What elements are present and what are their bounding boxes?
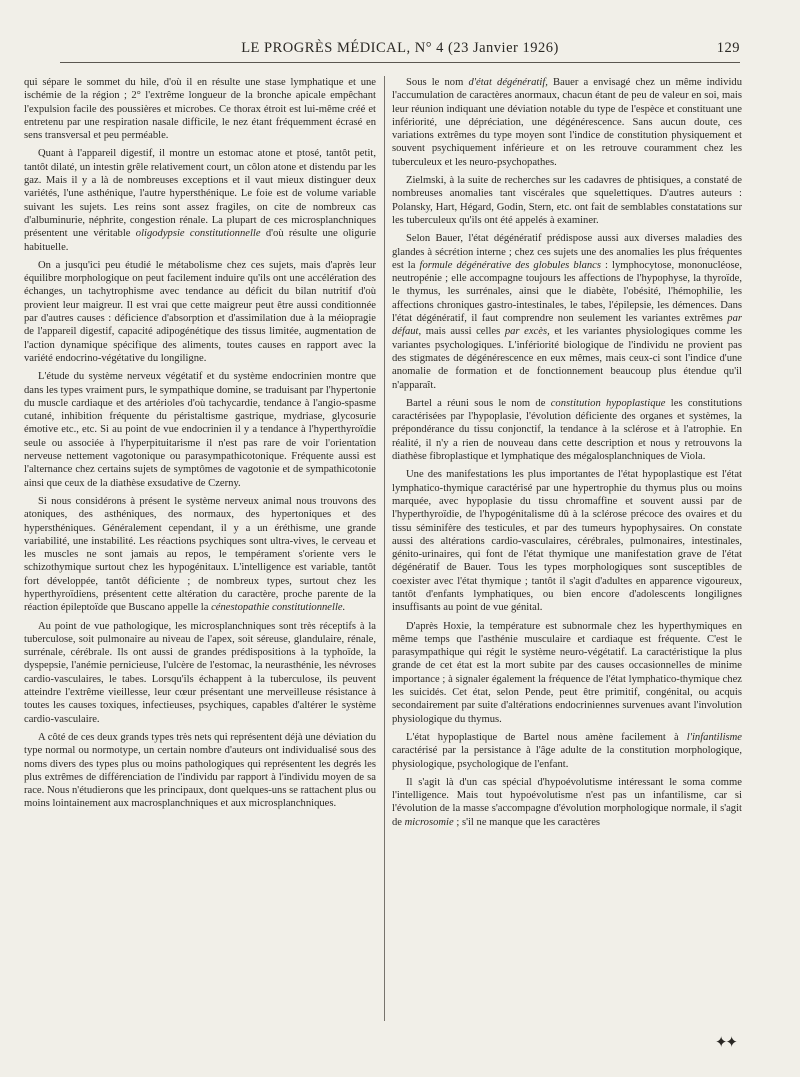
paragraph: On a jusqu'ici peu étudié le métabolisme chez ces sujets, mais d'après leur équilibre morphologique on peut facilement induire qu'ils ont une accélération des échanges, un tachytrophisme avec tendance au déficit du bilan nutritif d'où provient leur maigreur. Il est vrai que cette maigreur peut être aussi conditionnée par d'autres causes : déficience d'absorption et d'assimilation due à la méiopragie de l'appareil digestif, capacité adipogénétique des tissus limitée, augmentation de l'action dynamique spécifique des aliments, toutes causes en rapport avec la variété endocrino-végétative du longiligne. <box>24 259 376 364</box>
italic-term: oligodypsie constitutionnelle <box>135 228 261 240</box>
italic-term: microsomie <box>404 816 454 828</box>
italic-term: formule dégénérative des globules blancs <box>419 259 601 271</box>
right-column <box>392 76 742 1051</box>
continuation-mark: ✦✦ <box>714 1035 736 1051</box>
paragraph: Il s'agit là d'un cas spécial d'hypoévolutisme intéressant le soma comme l'intelligence. Mais tout hypoévolutisme n'est pas un infantilisme, car si l'évolution de la masse s'accompagne d'évolution morphologique normale, il s'agit de microsomie ; s'il ne manque que les caractères <box>392 776 742 828</box>
left-column <box>24 76 376 1051</box>
paragraph: Selon Bauer, l'état dégénératif prédispose aussi aux diverses maladies des glandes à sécrétion interne ; chez ces sujets une des anomalies les plus fréquentes est la formule dégénérative des globules blancs : lymphocytose, mononucléose, neutropénie ; elle accompagne toujours les affections de l'hypophyse, la thyroïde, le thymus, les surrénales, ainsi que le diabète, l'obésité, l'hémophilie, les affections chroniques gastro-intestinales, le tabes, l'épilepsie, les démences. Dans l'état dégénératif, il faut comprendre non seulement les variantes extrêmes par défaut, mais aussi celles par excès, et les variantes physiologiques comme les variantes psychologiques. L'infériorité biologique de l'individu ne provient pas des stigmates de dégénérescence en eux mêmes, mais ceux-ci sont l'indice d'une anomalie de formation et de fonctionnement beaucoup plus étendue qu'il n'apparaît. <box>392 233 742 391</box>
paragraph: L'état hypoplastique de Bartel nous amène facilement à l'infantilisme caractérisé par la persistance à l'âge adulte de la constitution morphologique, physiologique, psychologique de l'enfant. <box>392 731 742 770</box>
paragraph: A côté de ces deux grands types très nets qui représentent déjà une déviation du type normal ou normotype, un certain nombre d'auteurs ont individualisé sous des noms divers des types plus ou moins pathologiques qui représentent les degrés les plus extrêmes de différenciation de l'individu par rapport à l'individu moyen de sa race. Nous n'étudierons que les principaux, dont quelques-uns se rattachent plus ou moins lointainement aux macrosplanchniques et aux microsplanchniques. <box>24 731 376 810</box>
header-rule <box>60 62 740 63</box>
italic-term: par excès, <box>504 326 550 338</box>
italic-term: cénestopathie constitutionnelle. <box>211 602 346 614</box>
paragraph: D'après Hoxie, la température est subnormale chez les hyperthymiques en même temps que l'asthénie musculaire et cardiaque est fréquente. C'est le parasympathique qui régit le système neuro-végétatif. La caractéristique la plus grande de cet état est la mort subite par des causes occasionnelles de minime importance ; à signaler également la fréquence de l'état lymphatico-thymique chez les suicidés. Cet état, selon Pende, peut être primitif, congénital, ou acquis secondairement par suite d'altérations endocriniennes survenues avant l'involution physiologique du thymus. <box>392 620 742 725</box>
italic-term: constitution hypoplastique <box>550 397 666 409</box>
paragraph: Quant à l'appareil digestif, il montre un estomac atone et ptosé, tantôt petit, tantôt dilaté, un intestin grêle relativement court, un côlon atone et distendu par les gaz. Mais il y a là de nombreuses exceptions et il vaut mieux distinguer deux variétés, l'une asthénique, l'autre hypersthénique. Le foie est de volume variable suivant les sujets. Les reins sont assez fragiles, on cite de nombreux cas d'albuminurie, néphrite, congestion rénale. La plupart de ces microsplanchniques présentent une véritable oligodypsie constitutionnelle d'où résulte une oligurie habituelle. <box>24 148 376 253</box>
paragraph: Au point de vue pathologique, les microsplanchniques sont très réceptifs à la tuberculose, soit pulmonaire au niveau de l'apex, soit séreuse, glandulaire, rénale, surrénale, cérébrale. Ils ont aussi de grandes prédispositions à la typhoïde, la dyspepsie, l'anémie pernicieuse, l'ulcère de l'estomac, la neurasthénie, les névroses cardio-vasculaires, le tabes. Lorsqu'ils échappent à la tuberculose, ils peuvent atteindre l'extrême vieillesse, leur cœur présentant une merveilleuse résistance à toutes les causes toxiques, infectieuses, psychiques, capables d'altérer le système cardio-vasculaire. <box>24 620 376 725</box>
journal-title: LE PROGRÈS MÉDICAL, N° 4 (23 Janvier 1926) <box>241 40 559 56</box>
running-header <box>60 40 740 57</box>
column-divider <box>384 76 385 1021</box>
paragraph: Une des manifestations les plus importantes de l'état hypoplastique est l'état lymphatico-thymique caractérisé par une hypertrophie du thymus plus ou moins marquée, avec hypoplasie du tissu chromaffine et souvent aussi par de l'hyperthyroïdie, de l'hypogénitalisme dû à la sclérose précoce des ovaires et du tissu séminifère des testicules, et par des tumeurs hypophysaires. On constate aussi des altérations cardio-vasculaires, cérébrales, pulmonaires, intestinales, génito-urinaires, qui font de l'état thymique une manifestation grave de l'état dégénératif de Bauer. Tous les types morphologiques sont susceptibles de coexister avec l'état thymique ; tantôt il s'agit d'adultes en apparence vigoureux, tantôt d'enfants lymphatiques, ou bien encore d'adolescents longilignes insuffisants au point de vue génital. <box>392 469 742 614</box>
italic-term: l'infantilisme <box>686 731 742 743</box>
paragraph: Si nous considérons à présent le système nerveux animal nous trouvons des atoniques, des asthéniques, des normaux, des hypertoniques et des hypersthéniques. Généralement cependant, il y a un éréthisme, une grande variabilité, une instabilité. Les réactions psychiques sont ultra-vives, le cerveau et les muscles ne sont jamais au repos, le tempérament s'oriente vers le schizothymique surtout chez les hypogénitaux. L'intelligence est variable, tantôt fort développée, tantôt déficiente ; de nombreux types, surtout chez les hyperthyroïdiens, présentent cette altération du caractère, proche parente de la réaction épileptoïde que Buscano appelle la cénestopathie constitutionnelle. <box>24 495 376 614</box>
paragraph: Sous le nom d'état dégénératif, Bauer a envisagé chez un même individu l'accumulation de caractères anormaux, chacun étant de peu de valeur en soi, mais leur réunion indiquant une déviation notable du type de l'espèce et constituant une infériorité, une dépréciation, une dégénérescence. Sans aucun doute, ces variations extrêmes du type moyen sont l'indice de constitution physiquement et souvent psychiquement inférieure et on les retrouve couramment chez les tuberculeux et les neuro-psychopathes. <box>392 77 742 168</box>
italic-term: par défaut, <box>392 313 742 338</box>
italic-term: d'état dégénératif, <box>468 77 548 88</box>
paragraph: L'étude du système nerveux végétatif et du système endocrinien montre que dans les types vraiment purs, le sympathique domine, se traduisant par l'hypertonie du muscle cardiaque et des artérioles d'où tachycardie, tendance à l'angio-spasme cutané, inhibition fréquente du péristaltisme gastrique, mydriase, glycosurie émotive etc., etc. Si au point de vue endocrinien il y a tendance à l'hyperthyroïdie seule ou associée à l'hyperpituitarisme il n'est pas rare de voir l'orientation nerveuse nettement vagotonique ou parasympathicotonique. Fréquente aussi est l'alternance chez certains sujets de symptômes de vagotonie et de sympathicotonie ainsi que ceux de la diathèse exsudative de Czerny. <box>24 371 376 489</box>
paragraph: Zielmski, à la suite de recherches sur les cadavres de phtisiques, a constaté de nombreuses anomalies tant viscérales que squelettiques. D'autres auteurs : Polansky, Hart, Hégard, Godin, Stern, etc. ont fait de semblables constatations sur les tuberculeux qu'ils ont été appelés à examiner. <box>392 175 742 226</box>
paragraph: qui sépare le sommet du hile, d'où il en résulte une stase lymphatique et une ischémie de la région ; 2° l'extrême longueur de la bronche apicale empêchant l'expulsion facile des poussières et microbes. Ce thorax étroit est lui-même créé et entretenu par une respiration nasale difficile, le nez étant fréquemment écrasé en sens transversal et peu perméable. <box>24 77 376 142</box>
paragraph: Bartel a réuni sous le nom de constitution hypoplastique les constitutions caractérisées par l'hypoplasie, l'évolution déficiente des organes et systèmes, la prépondérance du tissu conjonctif, la tendance à la sclérose et à l'atrophie. En réalité, il n'y a rien de nouveau dans cette description et nous y retrouvons la diathèse fibroplastique et lymphatique des mégalosplanchniques de Viola. <box>392 397 742 463</box>
page-number: 129 <box>716 40 740 56</box>
